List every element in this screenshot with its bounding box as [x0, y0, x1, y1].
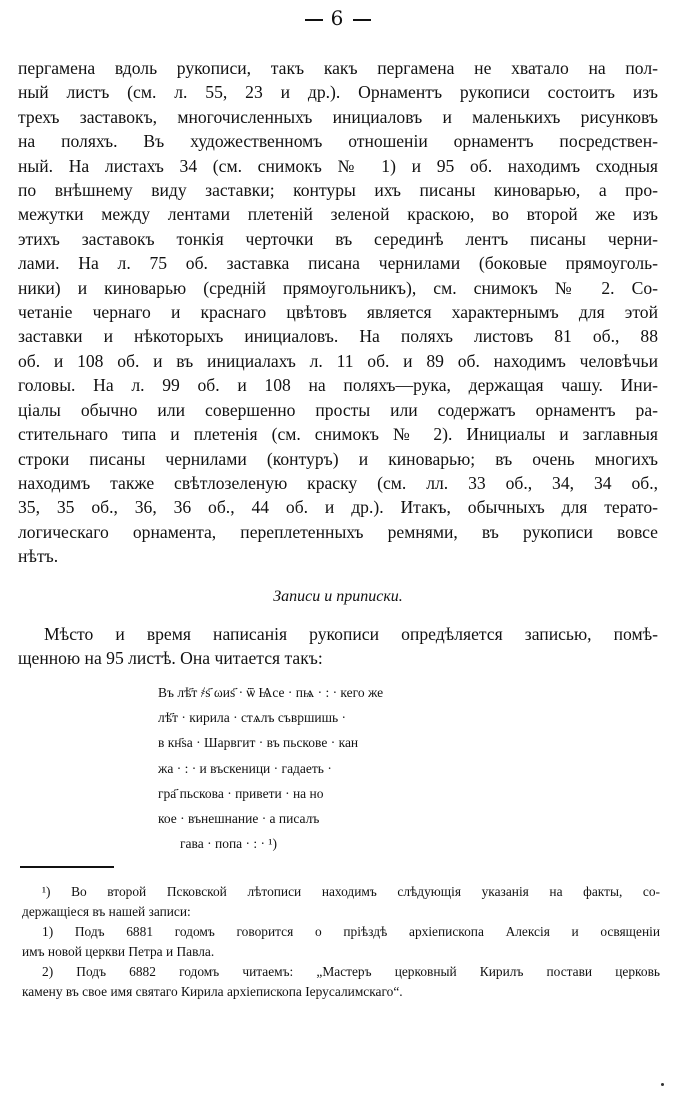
page-number-dash-left: [305, 19, 323, 21]
body-line: лами. На л. 75 об. заставка писана чернилами (боковые прямоуголь-: [18, 253, 658, 274]
footnote-divider: [20, 866, 114, 868]
body-line: ціалы обычно или совершенно просты или содержатъ орнаментъ ра-: [18, 399, 658, 420]
inscription-line: Въ лѣ҃т ҂ѕ҃ ωиѕ҃ · ѿ Ѩсе · пѩ · : · кего же: [158, 685, 384, 700]
body-line: 35, 35 об., 36, 36 об., 44 об. и др.). Итакъ, обычныхъ для терато-: [18, 497, 658, 518]
body-line: межутки между лентами плетеній зеленой краскою, во второй же изъ: [18, 204, 658, 225]
inscription-line: гава · попа · : · ¹): [180, 836, 277, 852]
inscription-line: жа · : · и въскеници · гадаеть ·: [158, 760, 332, 776]
body-line: пергамена вдоль рукописи, такъ какъ пергамена не хватало на пол-: [18, 58, 658, 78]
inscription-line: кое · вънешнание · а писалъ: [158, 811, 320, 827]
page-number-dash-right: [353, 19, 371, 21]
body-line: нѣтъ.: [18, 546, 59, 567]
body-line: на поляхъ. Въ художественномъ отношеніи орнаментъ посредствен-: [18, 131, 658, 152]
footnote-line: камену въ свое имя святаго Кирила архіепископа Іерусалимскаго“.: [22, 984, 403, 999]
inscription-line: гра҃ пьскова · привети · на но: [158, 785, 324, 801]
intro-paragraph: [18, 622, 658, 671]
footnote-line: имъ новой церкви Петра и Павла.: [22, 944, 215, 959]
body-line: строки писаны чернилами (контуръ) и киноварью; въ очень многихъ: [18, 448, 658, 469]
footnote-line: 2) Подъ 6882 годомъ читаемъ: „Мастеръ церковный Кирилъ постави церковь: [42, 964, 660, 979]
body-line: ники) и киноварью (средній прямоугольникъ), см. снимокъ № 2. Со-: [18, 277, 658, 298]
page-number-value: 6: [330, 6, 346, 30]
body-line: ный листъ (см. л. 55, 23 и др.). Орнаментъ рукописи состоитъ изъ: [18, 82, 658, 103]
inscription-line: в кн҃ѕа · Шарвгит · въ пьскове · кан: [158, 735, 359, 751]
footnote-line: держащіеся въ нашей записи:: [22, 904, 191, 919]
intro-line: Мѣсто и время написанія рукописи опредѣляется записью, помѣ-: [44, 624, 658, 644]
footnote-line: ¹) Во второй Псковской лѣтописи находимъ слѣдующія указанія на факты, со-: [42, 884, 660, 899]
body-line: находимъ также свѣтлозеленую краску (см. лл. 33 об., 34, 34 об.,: [18, 472, 658, 493]
manuscript-inscription: [158, 680, 518, 856]
footnotes: [22, 882, 660, 1002]
body-line: по внѣшнему виду заставки; контуры ихъ писаны киноварью, а про-: [18, 180, 658, 201]
body-line: головы. На л. 99 об. и 108 на поляхъ—рука, держащая чашу. Ини-: [18, 375, 658, 396]
intro-line: щенною на 95 листѣ. Она читается такъ:: [18, 648, 323, 669]
print-speck: [661, 1083, 664, 1086]
body-line: трехъ заставокъ, многочисленныхъ инициаловъ и маленькихъ рисунковъ: [18, 106, 658, 127]
body-paragraph: [18, 56, 658, 569]
body-line: заставки и нѣкоторыхъ инициаловъ. На поляхъ листовъ 81 об., 88: [18, 326, 658, 347]
body-line: логическаго орнамента, переплетенныхъ ремнями, въ рукописи вовсе: [18, 521, 658, 542]
body-line: этихъ заставокъ тонкія черточки въ серединѣ лентъ писаны черни-: [18, 228, 658, 249]
section-heading: Записи и приписки.: [273, 588, 403, 605]
page-number: [0, 6, 676, 30]
body-line: ный. На листахъ 34 (см. снимокъ № 1) и 95 об. находимъ сходныя: [18, 155, 658, 176]
body-line: стительнаго типа и плетенія (см. снимокъ № 2). Инициалы и заглавныя: [18, 424, 658, 445]
inscription-line: лѣ҃т · кирила · стѧлъ съвршишь ·: [158, 710, 347, 726]
footnote-line: 1) Подъ 6881 годомъ говорится о пріѣздѣ архіепископа Алексія и освященіи: [42, 924, 660, 939]
body-line: четаніе чернаго и краснаго цвѣтовъ является характернымъ для этой: [18, 302, 658, 323]
body-line: об. и 108 об. и въ инициалахъ л. 11 об. и 89 об. находимъ человѣчьи: [18, 350, 658, 371]
